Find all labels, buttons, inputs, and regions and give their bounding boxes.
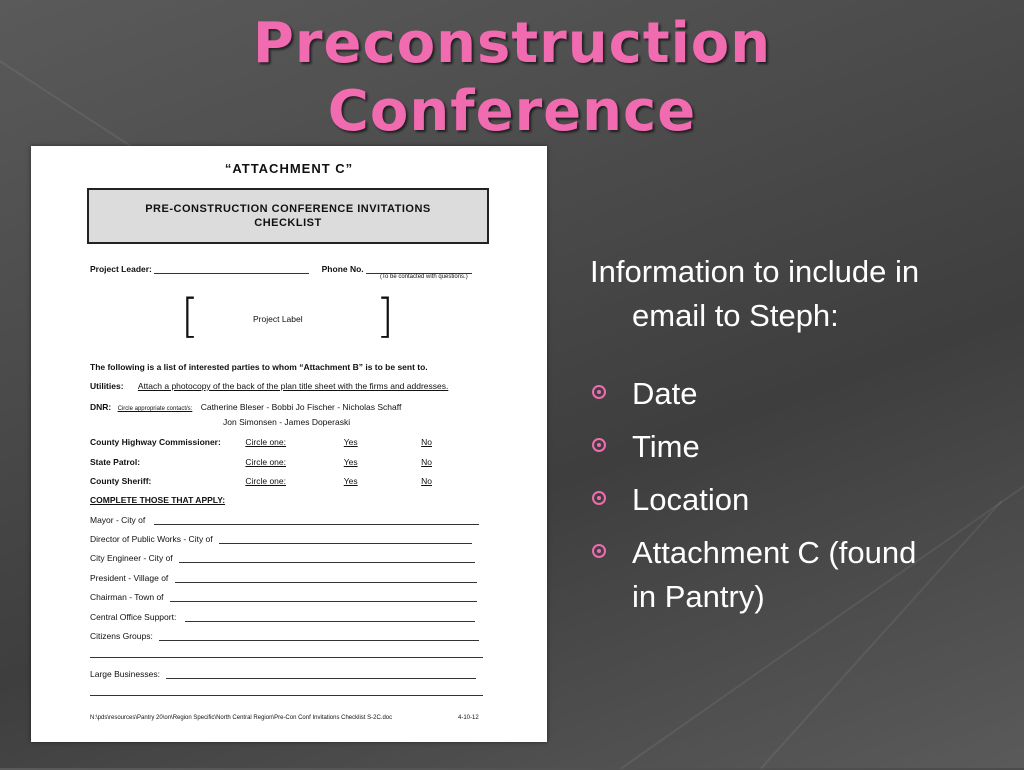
target-bullet-icon (592, 491, 606, 505)
no-option: No (421, 476, 432, 486)
blank-line (366, 264, 472, 274)
utilities-row (90, 381, 448, 391)
project-leader-label: Project Leader: (90, 264, 152, 274)
bullet-text: Time (632, 429, 700, 464)
president-label: President - Village of (90, 573, 169, 583)
citizens-label: Citizens Groups: (90, 631, 153, 641)
title-line-1: Preconstruction (252, 11, 772, 76)
director-label: Director of Public Works - City of (90, 534, 213, 544)
president-row (90, 573, 477, 583)
large-businesses-row (90, 669, 476, 679)
blank-line (90, 695, 483, 696)
phone-note: (To be contacted with questions.) (380, 274, 468, 280)
target-bullet-icon (592, 438, 606, 452)
state-patrol-label: State Patrol: (90, 457, 141, 467)
large-businesses-label: Large Businesses: (90, 669, 160, 679)
county-highway-label: County Highway Commissioner: (90, 437, 221, 447)
county-sheriff-label: County Sheriff: (90, 476, 152, 486)
engineer-label: City Engineer - City of (90, 553, 173, 563)
circle-one: Circle one: (245, 437, 287, 447)
blank-line (154, 264, 309, 274)
document-footer-date: 4-10-12 (458, 715, 479, 721)
document-title-line-2: CHECKLIST (254, 217, 322, 229)
document-title-line-1: PRE-CONSTRUCTION CONFERENCE INVITATIONS (145, 203, 431, 215)
yes-option: Yes (343, 437, 358, 447)
dnr-row (90, 402, 401, 412)
chairman-label: Chairman - Town of (90, 592, 164, 602)
project-label: Project Label (253, 314, 303, 324)
target-bullet-icon (592, 544, 606, 558)
blank-line (159, 631, 479, 641)
circle-one: Circle one: (245, 476, 287, 486)
central-office-label: Central Office Support: (90, 612, 177, 622)
bullet-text: Attachment C (found in Pantry) (632, 535, 917, 614)
blank-line (219, 534, 472, 544)
dnr-names-2: Jon Simonsen - James Doperaski (223, 417, 351, 427)
yes-option: Yes (343, 476, 358, 486)
intro-text: Information to include in email to Steph: (590, 254, 920, 333)
blank-line (154, 515, 479, 525)
bullet-item (590, 478, 1000, 522)
blank-line (170, 592, 477, 602)
document-footer-path: N:\pds\resources\Pantry 20\on\Region Specific\North Central Region\Pre-Con Conf Invitations Checklist S-2C.doc (90, 715, 393, 721)
dnr-note: Circle appropriate contact/s: (117, 406, 193, 412)
dnr-names-1: Catherine Bleser - Bobbi Jo Fischer - Nicholas Schaff (200, 402, 402, 412)
blank-line (175, 573, 477, 583)
utilities-text: Attach a photocopy of the back of the plan title sheet with the firms and addresses. (137, 381, 449, 391)
blank-line (185, 612, 475, 622)
bullet-item (590, 372, 1000, 416)
right-bracket: ] (376, 289, 394, 343)
project-leader-row (90, 264, 472, 274)
slide-body (590, 250, 1000, 628)
bullet-item (590, 425, 1000, 469)
attachment-c-document-image (31, 146, 547, 742)
bullet-list (590, 372, 1000, 619)
yes-option: Yes (343, 457, 358, 467)
no-option: No (421, 457, 432, 467)
state-patrol-row (90, 457, 484, 467)
central-office-row (90, 612, 475, 622)
chairman-row (90, 592, 477, 602)
phone-label: Phone No. (321, 264, 364, 274)
blank-line (166, 669, 476, 679)
left-bracket: [ (181, 289, 199, 343)
blank-line (179, 553, 475, 563)
utilities-label: Utilities: (90, 381, 124, 391)
bullet-text: Date (632, 376, 698, 411)
no-option: No (421, 437, 432, 447)
citizens-row (90, 631, 479, 641)
document-title-box (87, 188, 489, 244)
complete-heading: COMPLETE THOSE THAT APPLY: (90, 495, 226, 505)
mayor-row (90, 515, 479, 525)
bullet-item (590, 531, 922, 619)
county-sheriff-row (90, 476, 484, 486)
dnr-label: DNR: (90, 402, 112, 412)
target-bullet-icon (592, 385, 606, 399)
list-intro: The following is a list of interested parties to whom “Attachment B” is to be sent to. (90, 362, 428, 372)
director-row (90, 534, 472, 544)
document-attachment-heading: “ATTACHMENT C” (224, 161, 354, 176)
title-line-2: Conference (327, 79, 697, 144)
blank-line (90, 657, 483, 658)
bullet-text: Location (632, 482, 750, 517)
engineer-row (90, 553, 475, 563)
circle-one: Circle one: (245, 457, 287, 467)
mayor-label: Mayor - City of (90, 515, 146, 525)
county-highway-row (90, 437, 484, 447)
